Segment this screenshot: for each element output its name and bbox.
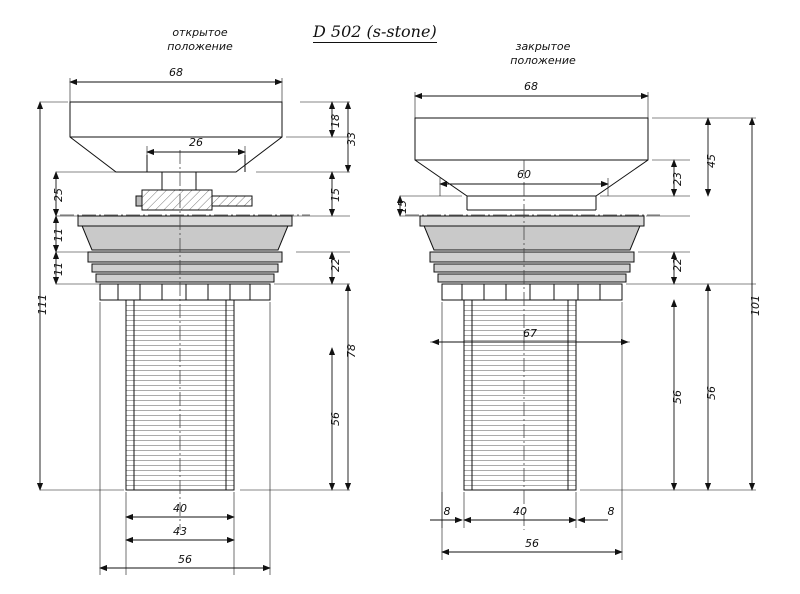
dim-left-11-b: 11 [52, 262, 65, 276]
dim-left-collar-height: 22 [329, 258, 342, 272]
open-position-caption-line1: открытое [172, 26, 228, 39]
dim-right-15: 15 [396, 200, 409, 214]
dim-left-body-height: 78 [345, 344, 358, 358]
dim-left-base-width: 56 [178, 553, 192, 566]
dim-left-inner-top: 26 [189, 136, 203, 149]
dim-right-flange-height: 23 [671, 172, 684, 186]
dim-left-stack-height: 33 [345, 132, 358, 146]
closed-part-outline [415, 118, 648, 490]
open-position-caption-line2: положение [167, 40, 233, 53]
dim-left-thread-height: 56 [329, 412, 342, 426]
dim-left-top-width: 68 [169, 66, 183, 79]
dim-right-wall-right: 8 [607, 505, 615, 518]
left-part-outline [70, 102, 292, 490]
drawing-title: D 502 (s-stone) [313, 22, 437, 41]
dim-left-flange-width: 43 [173, 525, 187, 538]
closed-position-caption-line1: закрытое [515, 40, 571, 53]
dim-right-thread-width: 40 [513, 505, 527, 518]
dim-right-thread-height-outer: 56 [705, 386, 718, 400]
dim-left-thread-width: 40 [173, 502, 187, 515]
dim-right-tube-len: 67 [523, 327, 537, 340]
dim-left-25: 25 [52, 188, 65, 202]
dim-left-11-a: 11 [52, 228, 65, 242]
dim-right-thread-height-inner: 56 [671, 390, 684, 404]
dim-right-collar-height: 22 [671, 258, 684, 272]
dim-right-base-width: 56 [525, 537, 539, 550]
dim-right-total: 101 [749, 295, 762, 316]
dim-left-flange-height: 18 [329, 114, 342, 128]
dim-left-mid-height: 15 [329, 188, 342, 202]
closed-position-caption-line2: положение [510, 54, 576, 67]
dim-right-upper-height: 45 [705, 154, 718, 168]
dim-right-inner-top: 60 [517, 168, 531, 181]
dim-left-total: 111 [36, 294, 49, 315]
dim-right-top-width: 68 [524, 80, 538, 93]
dim-right-wall-left: 8 [443, 505, 451, 518]
